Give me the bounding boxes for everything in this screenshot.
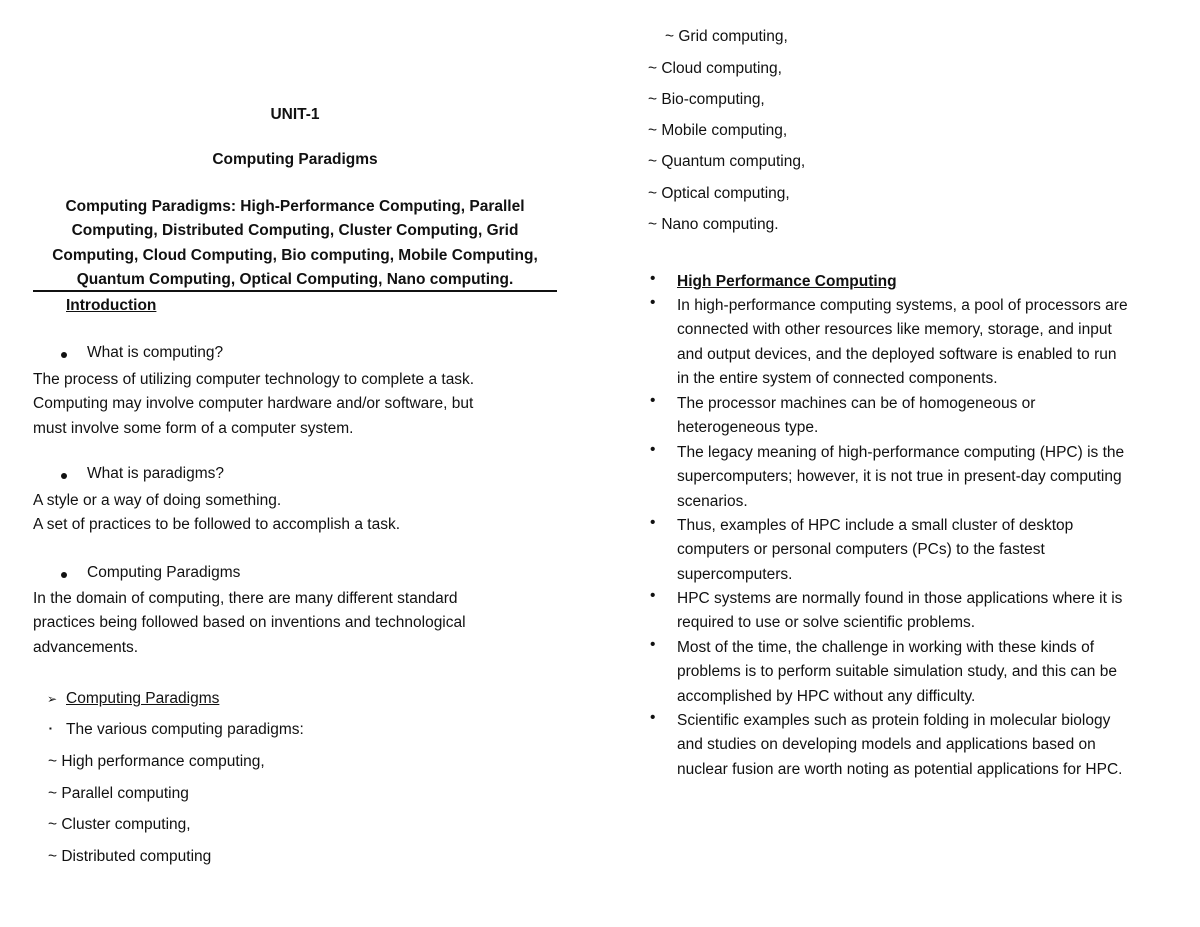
introduction-heading: Introduction bbox=[66, 297, 157, 314]
bullet-icon: • bbox=[650, 587, 656, 604]
answer-line: A set of practices to be followed to accomplish a task. bbox=[33, 516, 401, 534]
answer-line: A style or a way of doing something. bbox=[33, 492, 282, 509]
bullet-line: problems is to perform suitable simulation study, and this can be bbox=[677, 663, 1117, 681]
summary-block bbox=[30, 195, 560, 293]
summary-line: Computing, Cloud Computing, Bio computing, Mobile Computing, bbox=[52, 246, 538, 264]
bullet-icon: • bbox=[650, 636, 656, 653]
hpc-heading: High Performance Computing bbox=[677, 273, 897, 290]
bullet-line: nuclear fusion are worth noting as potential applications for HPC. bbox=[677, 760, 1123, 778]
bullet-text bbox=[677, 294, 1128, 392]
bullet-line: Most of the time, the challenge in working with these kinds of bbox=[677, 639, 1094, 656]
answer-line: The process of utilizing computer technology to complete a task. bbox=[33, 371, 475, 388]
answer-computing-paradigms bbox=[33, 587, 466, 660]
bullet-line: Thus, examples of HPC include a small cluster of desktop bbox=[677, 517, 1074, 534]
bullet-line: scenarios. bbox=[677, 492, 748, 510]
bullet-line: The processor machines can be of homogeneous or bbox=[677, 395, 1036, 412]
bullet-icon: • bbox=[650, 514, 656, 531]
bullet-line: Scientific examples such as protein folding in molecular biology bbox=[677, 712, 1111, 729]
paradigm-list-item: ~ High performance computing, bbox=[48, 753, 265, 770]
question-text: What is paradigms? bbox=[87, 465, 224, 482]
paradigm-list-item: ~ Cluster computing, bbox=[48, 816, 191, 833]
bullet-text bbox=[677, 392, 1035, 441]
question-text: Computing Paradigms bbox=[87, 564, 241, 581]
bullet-line: in the entire system of connected components. bbox=[677, 370, 998, 388]
answer-computing bbox=[33, 368, 474, 441]
various-paradigms-label: The various computing paradigms: bbox=[66, 721, 304, 738]
bullet-icon: • bbox=[650, 294, 656, 311]
paradigm-list-item: ~ Optical computing, bbox=[648, 185, 790, 202]
paradigm-list-item: ~ Distributed computing bbox=[48, 848, 212, 865]
summary-line: Quantum Computing, Optical Computing, Nano computing. bbox=[76, 271, 514, 289]
summary-line: Computing Paradigms: High-Performance Computing, Parallel bbox=[65, 198, 525, 215]
section-computing-paradigms: Computing Paradigms bbox=[66, 690, 220, 707]
bullet-line: supercomputers. bbox=[677, 565, 793, 583]
answer-paradigms bbox=[33, 489, 400, 538]
bullet-line: The legacy meaning of high-performance computing (HPC) is the bbox=[677, 444, 1125, 461]
paradigm-list-item: ~ Nano computing. bbox=[648, 216, 779, 233]
paradigm-list-item: ~ Quantum computing, bbox=[648, 153, 806, 170]
bullet-icon: • bbox=[650, 441, 656, 458]
paradigm-list-item: ~ Parallel computing bbox=[48, 785, 189, 802]
square-bullet-icon: ▪ bbox=[49, 724, 52, 733]
bullet-text bbox=[677, 514, 1073, 587]
bullet-line: supercomputers; however, it is not true in present-day computing bbox=[677, 468, 1122, 486]
bullet-line: computers or personal computers (PCs) to the fastest bbox=[677, 541, 1045, 559]
bullet-text bbox=[677, 441, 1124, 514]
bullet-dot-icon bbox=[61, 572, 67, 578]
unit-heading: UNIT-1 bbox=[270, 106, 320, 123]
bullet-line: heterogeneous type. bbox=[677, 419, 819, 437]
paradigm-list-item: ~ Grid computing, bbox=[665, 28, 788, 45]
answer-line: advancements. bbox=[33, 638, 139, 656]
bullet-line: required to use or solve scientific problems. bbox=[677, 614, 976, 632]
paradigm-list-item: ~ Mobile computing, bbox=[648, 122, 788, 139]
answer-line: must involve some form of a computer system. bbox=[33, 419, 354, 437]
page-title: Computing Paradigms bbox=[212, 151, 378, 168]
bullet-line: and output devices, and the deployed software is enabled to run bbox=[677, 345, 1117, 363]
answer-line: Computing may involve computer hardware and/or software, but bbox=[33, 395, 474, 413]
bullet-line: and studies on developing models and applications based on bbox=[677, 736, 1096, 754]
divider-line bbox=[33, 290, 557, 292]
bullet-icon: • bbox=[650, 270, 656, 287]
bullet-icon: • bbox=[650, 709, 656, 726]
bullet-icon: • bbox=[650, 392, 656, 409]
answer-line: practices being followed based on inventions and technological bbox=[33, 614, 466, 632]
bullet-text bbox=[677, 587, 1122, 636]
bullet-text bbox=[677, 636, 1117, 709]
bullet-dot-icon bbox=[61, 473, 67, 479]
bullet-line: accomplished by HPC without any difficulty. bbox=[677, 687, 976, 705]
summary-line: Computing, Distributed Computing, Cluster Computing, Grid bbox=[71, 222, 519, 240]
bullet-line: HPC systems are normally found in those applications where it is bbox=[677, 590, 1123, 607]
paradigm-list-item: ~ Bio-computing, bbox=[648, 91, 765, 108]
arrow-bullet-icon: ➢ bbox=[47, 692, 58, 706]
paradigm-list-item: ~ Cloud computing, bbox=[648, 60, 782, 77]
bullet-dot-icon bbox=[61, 352, 67, 358]
bullet-line: connected with other resources like memory, storage, and input bbox=[677, 321, 1112, 339]
bullet-text bbox=[677, 709, 1122, 782]
question-text: What is computing? bbox=[87, 344, 224, 361]
bullet-line: In high-performance computing systems, a pool of processors are bbox=[677, 297, 1128, 314]
answer-line: In the domain of computing, there are many different standard bbox=[33, 590, 458, 607]
